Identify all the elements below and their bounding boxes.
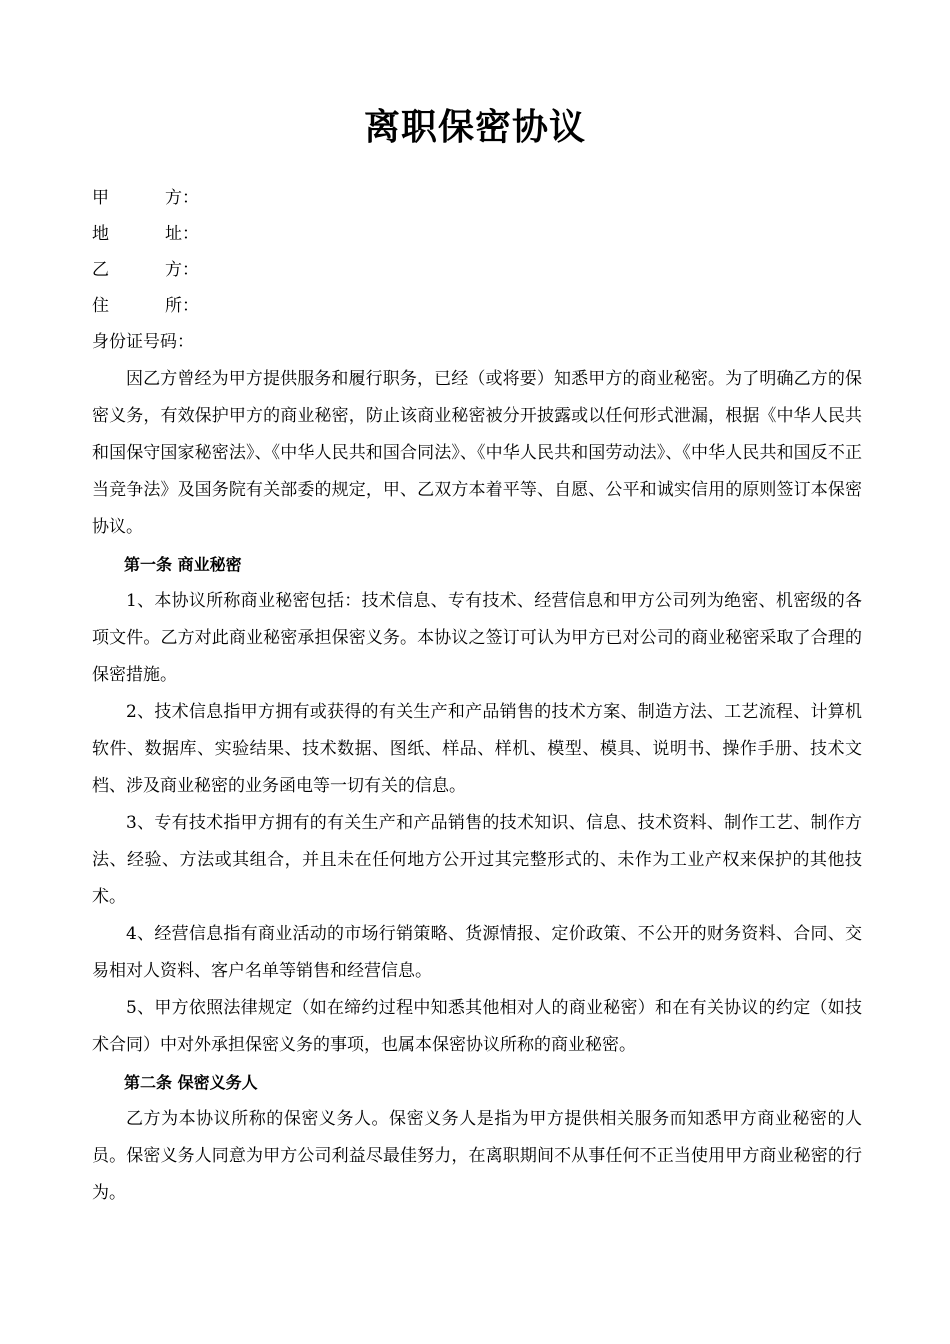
field-id-number [92,324,199,360]
party-fields [92,180,199,360]
field-label: 住所 [92,296,182,316]
document-title: 离职保密协议 [363,107,586,148]
article-1-heading: 第一条 商业秘密 [124,555,242,574]
field-colon: ： [182,296,199,316]
field-colon: ： [177,332,194,352]
field-label: 地址 [92,224,182,244]
article-2-heading: 第二条 保密义务人 [124,1073,258,1092]
field-label: 甲方 [92,188,182,208]
article-1-clause-5: 5、甲方依照法律规定（如在缔约过程中知悉其他相对人的商业秘密）和在有关协议的约定（如技术合同）中对外承担保密义务的事项，也属本保密协议所称的商业秘密。 [92,998,862,1055]
field-colon: ： [182,188,199,208]
field-residence [92,288,199,324]
article-1-clause-1: 1、本协议所称商业秘密包括：技术信息、专有技术、经营信息和甲方公司列为绝密、机密级的各项文件。乙方对此商业秘密承担保密义务。本协议之签订可认为甲方已对公司的商业秘密采取了合理的保密措施。 [92,591,862,685]
article-1-clause-3: 3、专有技术指甲方拥有的有关生产和产品销售的技术知识、信息、技术资料、制作工艺、制作方法、经验、方法或其组合，并且未在任何地方公开过其完整形式的、未作为工业产权来保护的其他技术。 [92,813,862,907]
field-party-b [92,252,199,288]
article-1-clause-4: 4、经营信息指有商业活动的市场行销策略、货源情报、定价政策、不公开的财务资料、合同、交易相对人资料、客户名单等销售和经营信息。 [92,924,862,981]
field-address [92,216,199,252]
article-1-clause-2: 2、技术信息指甲方拥有或获得的有关生产和产品销售的技术方案、制造方法、工艺流程、计算机软件、数据库、实验结果、技术数据、图纸、样品、样机、模型、模具、说明书、操作手册、技术文档、涉及商业秘密的业务函电等一切有关的信息。 [92,702,862,796]
article-2-paragraph: 乙方为本协议所称的保密义务人。保密义务人是指为甲方提供相关服务而知悉甲方商业秘密的人员。保密义务人同意为甲方公司利益尽最佳努力，在离职期间不从事任何不正当使用甲方商业秘密的行为。 [92,1109,862,1203]
intro-paragraph: 因乙方曾经为甲方提供服务和履行职务，已经（或将要）知悉甲方的商业秘密。为了明确乙方的保密义务，有效保护甲方的商业秘密，防止该商业秘密被分开披露或以任何形式泄漏，根据《中华人民共和国保守国家秘密法》、《中华人民共和国合同法》、《中华人民共和国劳动法》、《中华人民共和国反不正当竞争法》及国务院有关部委的规定，甲、乙双方本着平等、自愿、公平和诚实信用的原则签订本保密协议。 [92,369,862,537]
document-body [92,361,862,1212]
field-colon: ： [182,260,199,280]
field-label: 乙方 [92,260,182,280]
field-label: 身份证号码 [92,332,177,352]
field-colon: ： [182,224,199,244]
field-party-a [92,180,199,216]
